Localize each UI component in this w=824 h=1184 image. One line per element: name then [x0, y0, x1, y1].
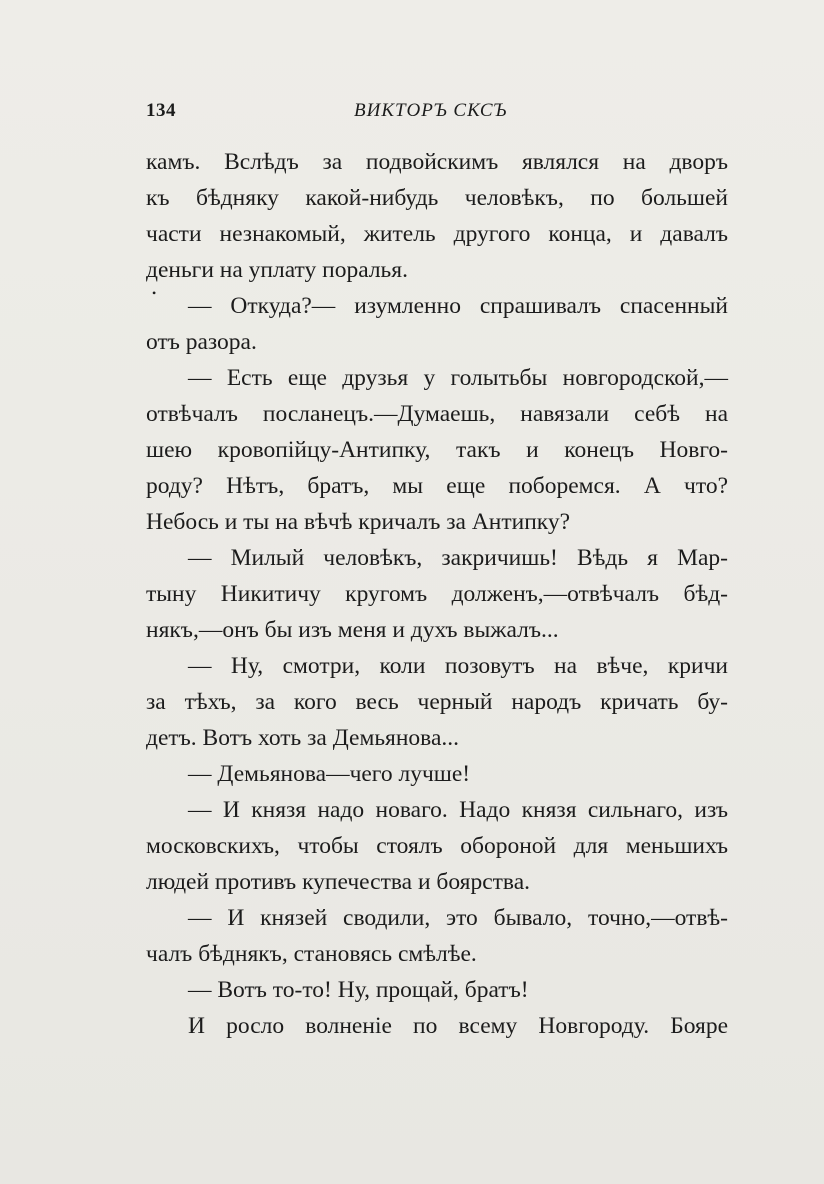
text-line: детъ. Вотъ хоть за Демьянова...	[146, 725, 460, 751]
margin-mark: •	[152, 286, 157, 300]
text-line: някъ,—онъ бы изъ меня и духъ выжалъ...	[146, 617, 559, 643]
text-line: — И князя надо новаго. Надо князя сильнаго, изъ	[188, 797, 728, 823]
body-text	[146, 144, 728, 1044]
page-header	[146, 100, 714, 128]
text-line: — И князей сводили, это бывало, точно,—отвѣ-	[188, 905, 728, 931]
text-line: части незнакомый, житель другого конца, и давалъ	[146, 221, 728, 247]
page-number: 134	[146, 100, 176, 121]
text-line: деньги на уплату поралья.	[146, 257, 408, 283]
text-line: отвѣчалъ посланецъ.—Думаешь, навязали себѣ на	[146, 401, 728, 427]
text-line: И росло волненіе по всему Новгороду. Бояре	[188, 1013, 728, 1039]
text-line: за тѣхъ, за кого весь черный народъ кричать бу-	[146, 689, 728, 715]
text-line: московскихъ, чтобы стоялъ обороной для меньшихъ	[146, 833, 728, 859]
running-head: ВИКТОРЪ СКСЪ	[354, 100, 508, 121]
text-line: Небось и ты на вѣчѣ кричалъ за Антипку?	[146, 509, 571, 535]
text-line: — Откуда?— изумленно спрашивалъ спасенный	[188, 293, 728, 319]
text-line: — Демьянова—чего лучше!	[188, 761, 471, 787]
text-line: — Вотъ то-то! Ну, прощай, братъ!	[188, 977, 529, 1003]
text-line: — Есть еще друзья у голытьбы новгородской,—	[188, 365, 728, 391]
text-line: къ бѣдняку какой-нибудь человѣкъ, по большей	[146, 185, 728, 211]
text-line: чалъ бѣднякъ, становясь смѣлѣе.	[146, 941, 477, 967]
text-line: — Милый человѣкъ, закричишь! Вѣдь я Мар-	[188, 545, 728, 571]
text-line: отъ разора.	[146, 329, 257, 355]
text-line: шею кровопійцу-Антипку, такъ и конецъ Новго-	[146, 437, 728, 463]
text-line: людей противъ купечества и боярства.	[146, 869, 531, 895]
text-line: тыну Никитичу кругомъ долженъ,—отвѣчалъ бѣд-	[146, 581, 728, 607]
text-line: камъ. Вслѣдъ за подвойскимъ являлся на дворъ	[146, 149, 728, 175]
text-line: роду? Нѣтъ, братъ, мы еще поборемся. А что?	[146, 473, 728, 499]
text-line: — Ну, смотри, коли позовутъ на вѣче, кричи	[188, 653, 728, 679]
